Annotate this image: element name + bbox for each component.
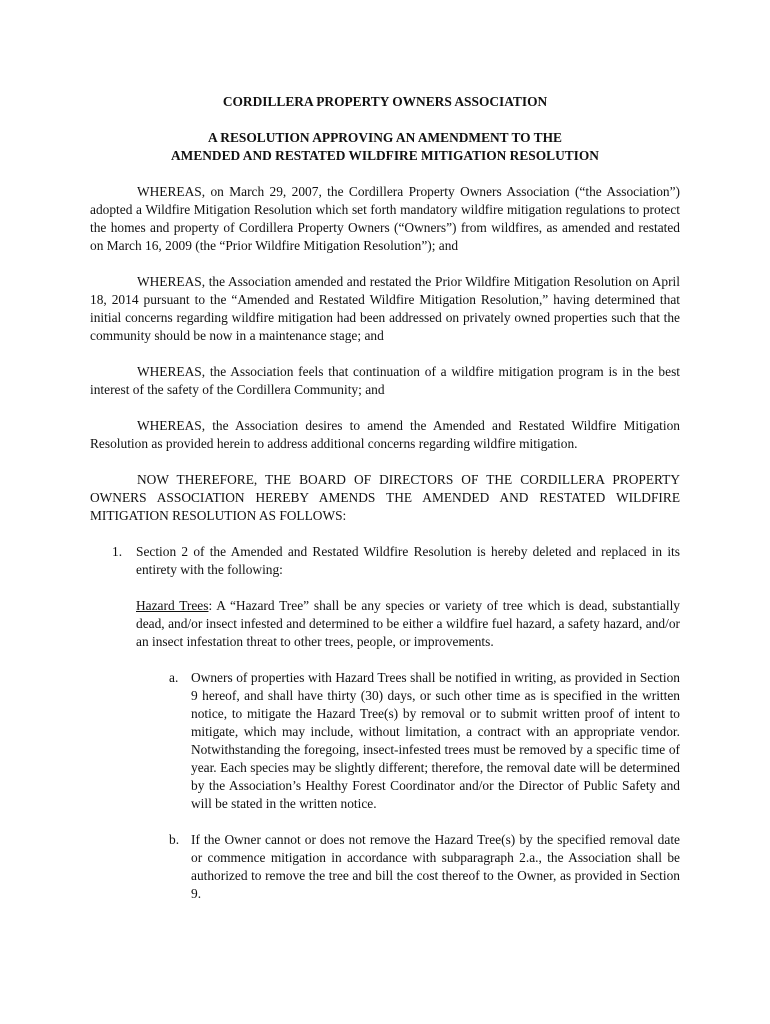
subparagraph-letter: a. <box>169 670 179 685</box>
whereas-paragraph-3: WHEREAS, the Association feels that continuation of a wildfire mitigation program is in the best interest of the safety of the Cordillera Community; and <box>90 364 680 397</box>
subparagraph-a <box>90 669 680 813</box>
whereas-paragraph-4: WHEREAS, the Association desires to amend the Amended and Restated Wildfire Mitigation Resolution as provided herein to address additional concerns regarding wildfire mitigation. <box>90 418 680 451</box>
subparagraph-text: Owners of properties with Hazard Trees shall be notified in writing, as provided in Section 9 hereof, and shall have thirty (30) days, or such other time as is specified in the written notice, to mitigate the Hazard Tree(s) by removal or to submit written proof of intent to mitigate, which may include, without limitation, a contract with an appropriate vendor. Notwithstanding the foregoing, insect-infested trees must be removed by a specific time of year. Each species may be slightly different; therefore, the removal date will be determined by the Association’s Healthy Forest Coordinator and/or the Director of Public Safety and will be stated in the written notice. <box>191 670 680 811</box>
resolution-title-line1: A RESOLUTION APPROVING AN AMENDMENT TO THE <box>208 130 562 145</box>
item-text: Section 2 of the Amended and Restated Wildfire Resolution is hereby deleted and replaced in its entirety with the following: <box>136 544 680 577</box>
subparagraph-b <box>90 831 680 903</box>
item-number: 1. <box>112 544 123 559</box>
subparagraph-text: If the Owner cannot or does not remove the Hazard Tree(s) by the specified removal date or commence mitigation in accordance with subparagraph 2.a., the Association shall be authorized to remove the tree and bill the cost thereof to the Owner, as provided in Section 9. <box>191 832 680 901</box>
hazard-trees-text: : A “Hazard Tree” shall be any species or variety of tree which is dead, substantially dead, and/or insect infested and determined to be either a wildfire fuel hazard, a safety hazard, and/or an insect infestation threat to other trees, people, or improvements. <box>136 598 680 649</box>
whereas-paragraph-2: WHEREAS, the Association amended and restated the Prior Wildfire Mitigation Resolution on April 18, 2014 pursuant to the “Amended and Restated Wildfire Mitigation Resolution,” having determined that initial concerns regarding wildfire mitigation had been addressed on privately owned properties such that the community should be now in a maintenance stage; and <box>90 274 680 343</box>
numbered-item-1 <box>90 543 680 579</box>
hazard-trees-term: Hazard Trees <box>136 598 209 613</box>
subparagraph-letter: b. <box>169 832 180 847</box>
org-title: CORDILLERA PROPERTY OWNERS ASSOCIATION <box>222 94 548 109</box>
hazard-trees-definition <box>90 597 680 651</box>
whereas-paragraph-1: WHEREAS, on March 29, 2007, the Cordillera Property Owners Association (“the Association”) adopted a Wildfire Mitigation Resolution which set forth mandatory wildfire mitigation regulations to protect the homes and property of Cordillera Property Owners (“Owners”) from wildfires, as amended and restated on March 16, 2009 (the “Prior Wildfire Mitigation Resolution”); and <box>90 184 680 253</box>
now-therefore-paragraph: NOW THEREFORE, THE BOARD OF DIRECTORS OF THE CORDILLERA PROPERTY OWNERS ASSOCIATION HEREBY AMENDS THE AMENDED AND RESTATED WILDFIRE MITIGATION RESOLUTION AS FOLLOWS: <box>90 472 680 523</box>
resolution-title-line2: AMENDED AND RESTATED WILDFIRE MITIGATION RESOLUTION <box>171 148 599 163</box>
